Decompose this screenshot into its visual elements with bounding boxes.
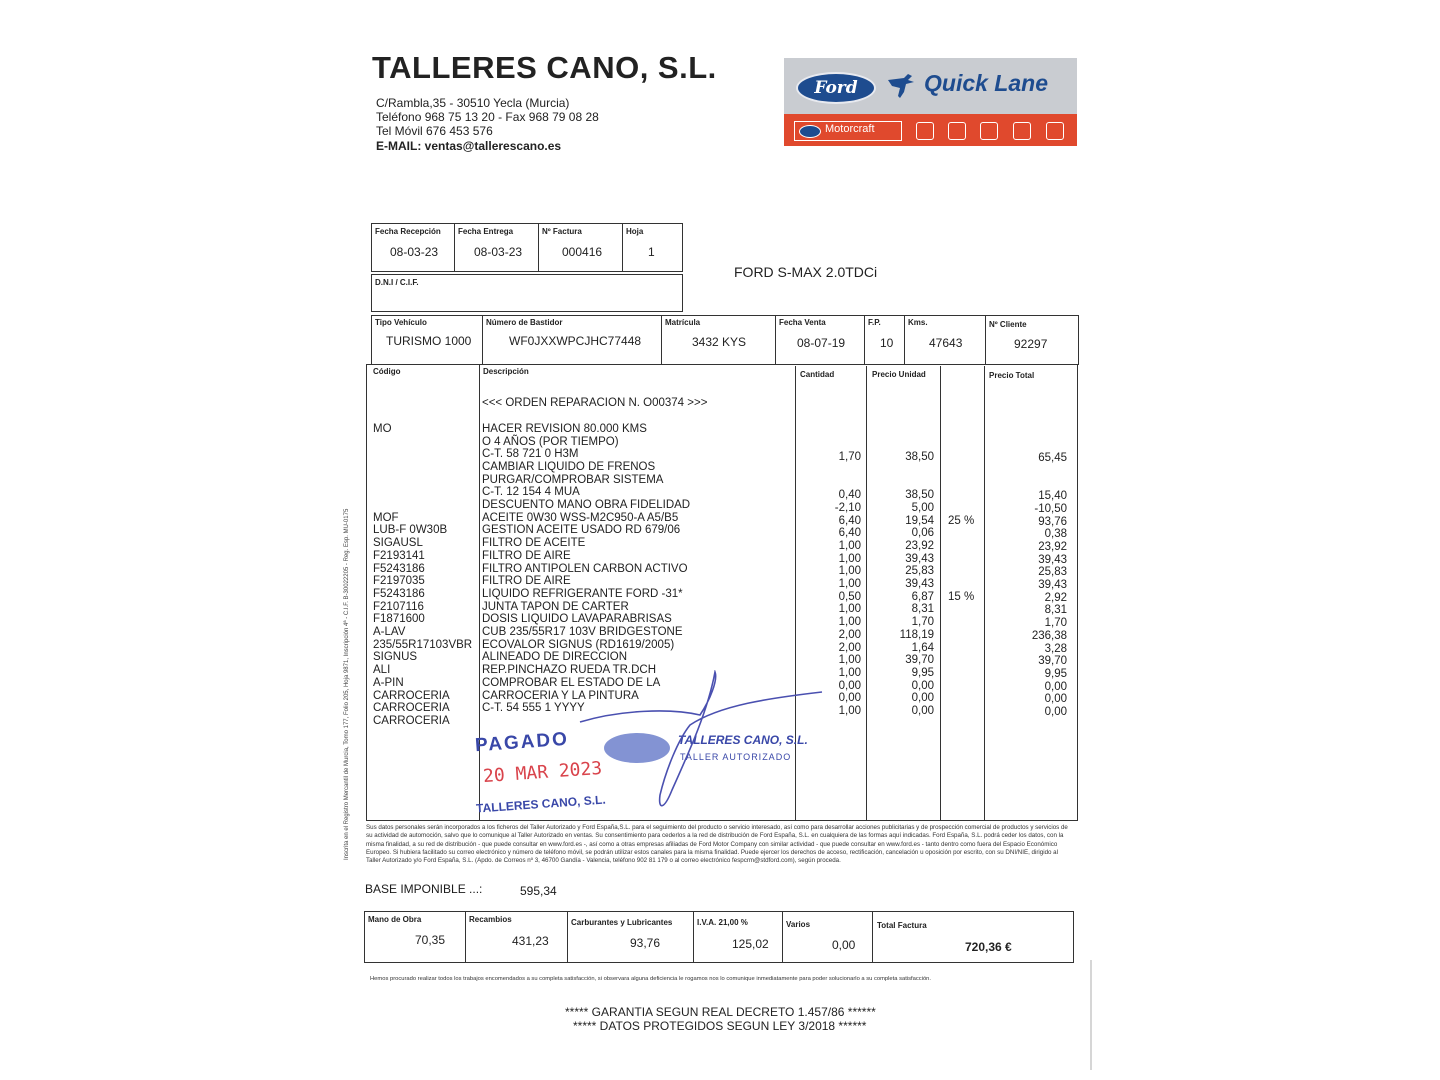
bastidor-label: Número de Bastidor (486, 318, 563, 327)
company-address: C/Rambla,35 - 30510 Yecla (Murcia) (376, 96, 570, 110)
oil-icon (948, 122, 966, 140)
item-descriptions: <<< ORDEN REPARACION N. O00374 >>> HACER REVISION 80.000 KMS O 4 AÑOS (POR TIEMPO) C-T. 58 721 0 H3M CAMBIAR LIQUIDO DE FRENOS PURGAR/COMPROBAR SISTEMA C-T. 12 154 4 MUA DESCUENTO MANO OBRA FIDELIDAD ACEITE 0W30 WSS-M2C950-A A5/B5 GESTION ACEITE USADO RD 679/06 FILTRO DE ACEITE FILTRO DE AIRE FILTRO ANTIPOLEN CARBON ACTIVO FILTRO DE AIRE LIQUIDO REFRIGERANTE FORD -31* JUNTA TAPON DE CARTER DOSIS LIQUIDO LAVAPARABRISAS CUB 235/55R17 103V BRIDGESTONE ECOVALOR SIGNUS (RD1619/2005) ALINEADO DE DIRECCION REP.PINCHAZO RUEDA TR.DCH COMPROBAR EL ESTADO DE LA CARROCERIA Y LA PINTURA C-T. 54 555 1 YYYY (482, 397, 708, 715)
total-factura-label: Total Factura (877, 921, 927, 930)
gears-icon (1046, 122, 1064, 140)
vehicle-model: FORD S-MAX 2.0TDCi (734, 264, 878, 280)
cliente-number: 92297 (1014, 337, 1048, 351)
guarantee-line: ***** GARANTIA SEGUN REAL DECRETO 1.457/86 ****** (565, 1005, 876, 1019)
kms-label: Kms. (908, 318, 928, 327)
item-quantities: 1,70 0,40 -2,10 6,40 6,40 1,00 1,00 1,00 1,00 0,50 1,00 1,00 2,00 2,00 1,00 1,00 0,00 0,00 1,00 (834, 451, 861, 718)
item-totals: 65,45 15,40 -10,50 93,76 0,38 23,92 39,43 25,83 39,43 2,92 8,31 1,70 236,38 3,28 39,70 9,95 0,00 0,00 0,00 (1031, 452, 1067, 719)
fecha-venta-label: Fecha Venta (779, 318, 826, 327)
company-name: TALLERES CANO, S.L. (372, 50, 717, 85)
col-precio-total-header: Precio Total (989, 371, 1035, 380)
recambios-value: 431,23 (512, 934, 549, 948)
seal-authorized: TALLER AUTORIZADO (680, 752, 792, 762)
paid-date-stamp: 20 MAR 2023 (482, 757, 603, 788)
base-imponible-label: BASE IMPONIBLE ...: (365, 882, 483, 896)
col-codigo-header: Código (373, 367, 401, 376)
registry-side-text: Inscrita en el Registro Mercantil de Murcia, Tomo 177, Folio 205, Hoja 9871, Inscripción 4ª - C.I.F. B-30022205 - Reg. Esp. MU-0175 (344, 508, 350, 860)
wrench-icon (1013, 122, 1031, 140)
factura-number: 000416 (562, 245, 603, 259)
col-precio-unidad-header: Precio Unidad (872, 370, 926, 379)
total-factura-value: 720,36 € (965, 940, 1012, 954)
motorcraft-label: Motorcraft (825, 123, 875, 135)
dni-label: D.N.I / C.I.F. (375, 278, 419, 287)
fp-value: 10 (880, 336, 894, 350)
quicklane-logo-text: Quick Lane (924, 70, 1048, 96)
bastidor: WF0JXXWPCJHC77448 (509, 334, 642, 348)
quicklane-runner-icon (884, 72, 918, 100)
paid-stamp: PAGADO (474, 728, 570, 757)
varios-value: 0,00 (832, 938, 856, 952)
item-codes: MO MOF LUB-F 0W30B SIGAUSL F2193141 F5243186 F2197035 F5243186 F2107116 F1871600 A-LAV 235/55R17103VBR SIGNUS ALI A-PIN CARROCERIA CARROCERIA CARROCERIA (373, 422, 473, 727)
recambios-label: Recambios (469, 915, 512, 924)
data-protection-line: ***** DATOS PROTEGIDOS SEGUN LEY 3/2018 ****** (573, 1019, 867, 1033)
fecha-recepcion-label: Fecha Recepción (375, 227, 441, 236)
tipo-vehiculo-label: Tipo Vehículo (375, 318, 427, 327)
privacy-legal-text: Sus datos personales serán incorporados a los ficheros del Taller Autorizado y Ford España,S.L. para el seguimiento del producto o servicio interesado, así como para desarrollar acciones publicitarias y de prospección comercial de productos y servicios de su actividad de automoción, salvo que lo comunique al Taller Autorizado en ventas. Su consentimiento para cederlos a la red de distribución de Ford España, S.L. en cualquiera de las formas aquí indicadas. Ford España, S.L. podrá ceder los datos, con la misma finalidad, a su red de distribución - que puede consultar en www.ford.es -, así como a otras empresas afiliadas de Ford Motor Company con similar actividad - que puede consultar en www.ford.es - tanto dentro como fuera del Espacio Económico Europeo. Si hubiera facilitado su correo electrónico y número de teléfono móvil, se podrán utilizar estos canales para la misma finalidad. Puede ejercer los derechos de acceso, rectificación, cancelación u oposición por escrito, con su DNI/NIE, dirigido al Taller Autorizado y/o Ford España, S.L. (Apdo. de Correos nº 3, 46700 Gandía - Valencia, teléfono 902 81 179 o al correo electrónico fespcrm@stdford.com), según proceda. (366, 824, 1068, 865)
hoja-number: 1 (648, 245, 655, 259)
paid-company-stamp: TALLERES CANO, S.L. (475, 792, 607, 816)
ford-quicklane-logo (784, 58, 1077, 146)
fecha-recepcion: 08-03-23 (390, 245, 439, 259)
company-mobile: Tel Móvil 676 453 576 (376, 124, 493, 138)
col-cantidad-header: Cantidad (800, 370, 835, 379)
fp-label: F.P. (868, 318, 881, 327)
signature (560, 670, 830, 815)
item-unit-prices: 38,50 38,50 5,00 19,54 0,06 23,92 39,43 25,83 39,43 6,87 8,31 1,70 118,19 1,64 39,70 9,95 0,00 0,00 0,00 (899, 451, 934, 718)
ford-logo: Ford (796, 72, 876, 104)
matricula-label: Matrícula (665, 318, 701, 327)
item-discounts: 25 % 15 % (948, 515, 975, 604)
varios-label: Varios (786, 920, 811, 929)
tipo-vehiculo: TURISMO 1000 (386, 334, 472, 348)
page-edge (1090, 960, 1092, 1070)
factura-label: Nº Factura (542, 227, 582, 236)
hoja-label: Hoja (626, 227, 644, 236)
diagnostics-icon (980, 122, 998, 140)
fecha-venta: 08-07-19 (797, 336, 846, 350)
carburantes-value: 93,76 (630, 936, 661, 950)
iva-label: I.V.A. 21,00 % (697, 918, 748, 927)
fecha-entrega: 08-03-23 (474, 245, 523, 259)
col-descripcion-header: Descripción (483, 367, 529, 376)
company-phone: Teléfono 968 75 13 20 - Fax 968 79 08 28 (376, 110, 599, 124)
seal-company: TALLERES CANO, S.L. (678, 733, 808, 747)
fecha-entrega-label: Fecha Entrega (458, 227, 514, 236)
iva-value: 125,02 (732, 937, 769, 951)
kms-value: 47643 (929, 336, 963, 350)
seat-icon (916, 122, 934, 140)
base-imponible-value: 595,34 (520, 884, 557, 898)
motorcraft-badge (794, 121, 902, 141)
mano-obra-value: 70,35 (415, 933, 446, 947)
mano-obra-label: Mano de Obra (368, 915, 422, 924)
satisfaction-note: Hemos procurado realizar todos los trabajos encomendados a su completa satisfacción, si observara alguna deficiencia le rogamos nos lo comunique inmediatamente para poder solucionarlo a su completa satisfacción. (370, 976, 931, 982)
company-email: E-MAIL: ventas@tallerescano.es (376, 139, 562, 153)
carburantes-label: Carburantes y Lubricantes (571, 918, 673, 927)
matricula: 3432 KYS (692, 335, 747, 349)
cliente-label: Nº Cliente (989, 320, 1027, 329)
